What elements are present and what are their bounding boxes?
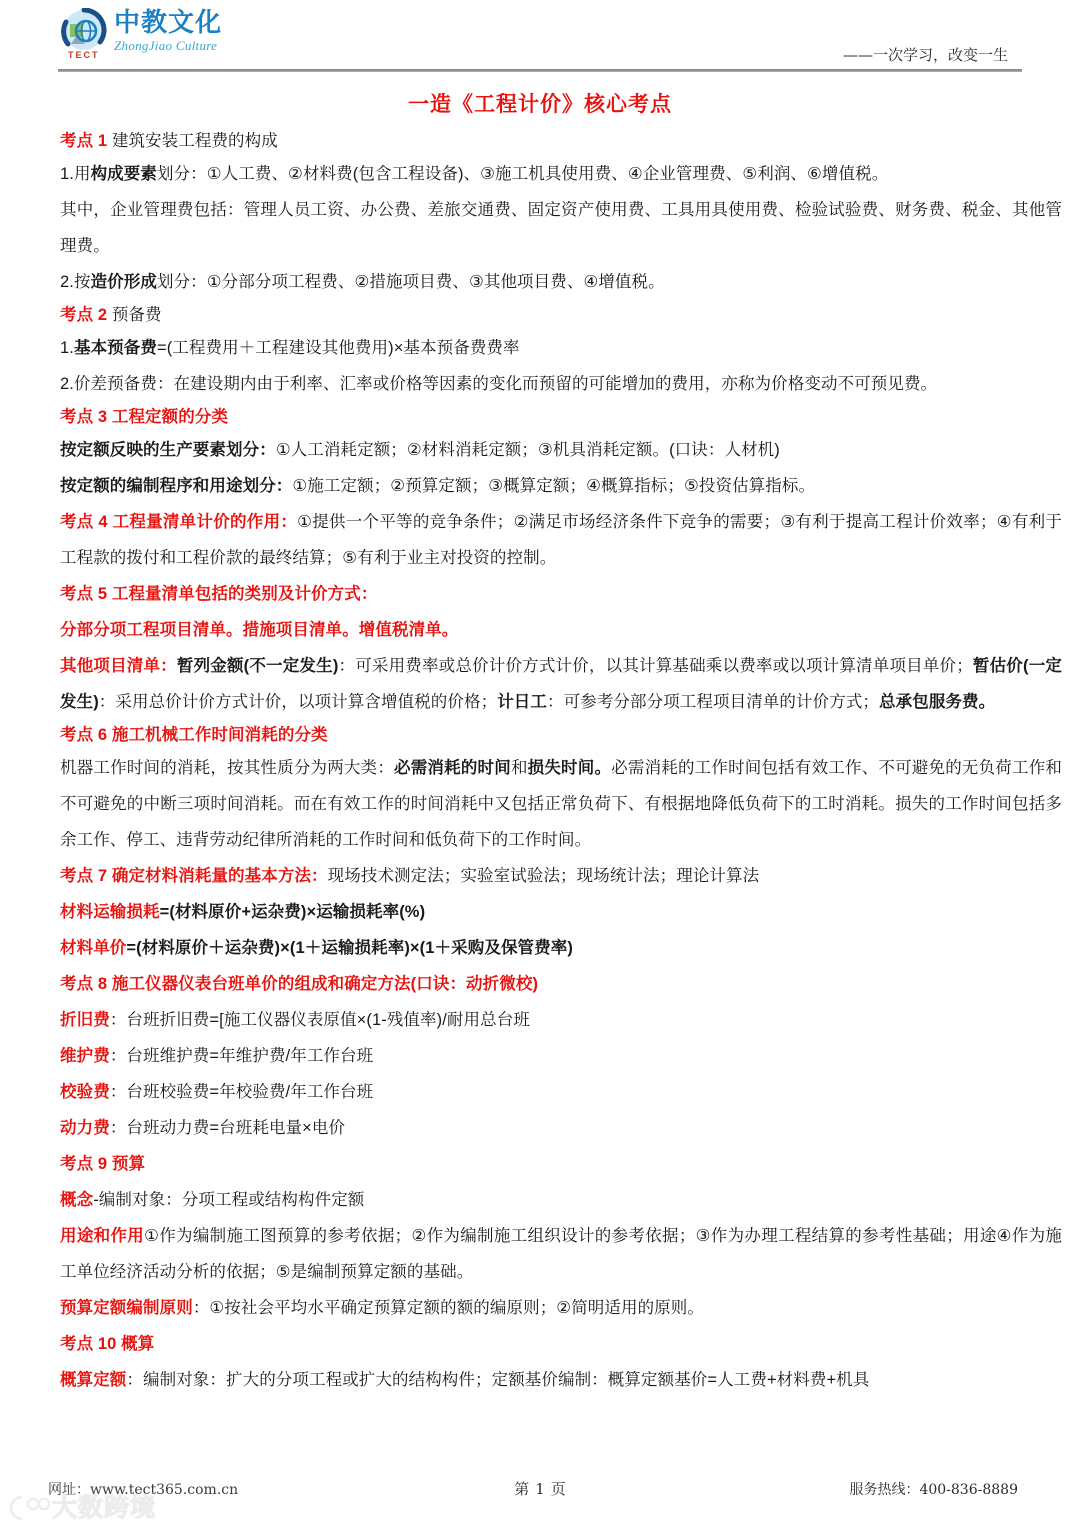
text-run: 维护费 bbox=[60, 1047, 110, 1065]
text-run: ：①按社会平均水平确定预算定额的额的编原则；②简明适用的原则。 bbox=[192, 1299, 704, 1317]
text-run: =(材料原价+运杂费)×运输损耗率(%) bbox=[159, 903, 426, 921]
text-run: 1.用 bbox=[60, 165, 91, 183]
text-run: 考点 10 概算 bbox=[60, 1335, 155, 1353]
body-paragraph bbox=[60, 1362, 1062, 1398]
body-paragraph bbox=[60, 1182, 1062, 1218]
text-run: 概念 bbox=[60, 1191, 94, 1209]
text-run: 校验费 bbox=[60, 1083, 110, 1101]
text-run: 现场技术测定法；实验室试验法；现场统计法；理论计算法 bbox=[327, 867, 760, 885]
text-run: 考点 7 确定材料消耗量的基本方法： bbox=[60, 867, 328, 885]
text-run: 材料运输损耗 bbox=[60, 903, 160, 921]
text-run: 按定额的编制程序和用途划分： bbox=[60, 477, 293, 495]
text-run: 考点 9 预算 bbox=[60, 1155, 146, 1173]
section-heading-label: 考点 1 bbox=[60, 132, 108, 150]
text-run: -编制对象：分项工程或结构构件定额 bbox=[93, 1191, 365, 1209]
text-run: ①人工消耗定额；②材料消耗定额；③机具消耗定额。(口诀：人材机) bbox=[275, 441, 780, 459]
body-paragraph bbox=[60, 1074, 1062, 1110]
body-paragraph bbox=[60, 1110, 1062, 1146]
text-run: ：编制对象：扩大的分项工程或扩大的结构构件；定额基价编制：概算定额基价=人工费+材料费+机具 bbox=[126, 1371, 870, 1389]
text-run: ：台班校验费=年校验费/年工作台班 bbox=[109, 1083, 374, 1101]
body-paragraph bbox=[60, 750, 1062, 858]
section-heading-text: 建筑安装工程费的构成 bbox=[107, 132, 278, 150]
body-paragraph bbox=[60, 966, 1062, 1002]
page-header bbox=[0, 0, 1080, 78]
body-paragraph bbox=[60, 1002, 1062, 1038]
text-run: ①施工定额；②预算定额；③概算定额；④概算指标；⑤投资估算指标。 bbox=[292, 477, 816, 495]
body-paragraph bbox=[60, 468, 1062, 504]
body-paragraph bbox=[60, 330, 1062, 366]
text-run: 其他项目清单： bbox=[60, 657, 177, 675]
text-run: 考点 5 工程量清单包括的类别及计价方式： bbox=[60, 585, 378, 603]
text-run: 必需消耗的工作时间包括有效工作、不可避免的无负荷工作和不可避免的中断三项时间消耗。而在有效工作的时间消耗中又包括正常负荷下、有根据地降低负荷下的工时消耗。损失的工作时间包括多余工作、停工、违背劳动纪律所消耗的工作时间和低负荷下的工作时间。 bbox=[60, 759, 1063, 849]
text-run: ：可采用费率或总价计价方式计价，以其计算基础乘以费率或以项计算清单项目单价； bbox=[338, 657, 973, 675]
body-paragraph bbox=[60, 1146, 1062, 1182]
brand-logo bbox=[58, 8, 222, 66]
body-paragraph bbox=[60, 156, 1062, 192]
text-run: 1. bbox=[60, 339, 74, 357]
body-paragraph bbox=[60, 576, 1062, 612]
text-run: ：台班折旧费=[施工仪器仪表原值×(1-残值率)/耐用总台班 bbox=[109, 1011, 530, 1029]
text-run: ：台班动力费=台班耗电量×电价 bbox=[109, 1119, 346, 1137]
watermark-text: 大数跨境 bbox=[52, 1493, 157, 1522]
footer-website-label: 网址： bbox=[48, 1482, 90, 1498]
body-paragraph bbox=[60, 1218, 1062, 1290]
body-paragraph bbox=[60, 612, 1062, 648]
footer-website-value: www.tect365.com.cn bbox=[90, 1482, 239, 1498]
text-run: 和 bbox=[510, 759, 528, 777]
text-run: 构成要素 bbox=[90, 165, 157, 183]
page-number: 1 bbox=[535, 1480, 545, 1498]
body-paragraph bbox=[60, 504, 1062, 576]
page-footer bbox=[0, 1463, 1080, 1511]
text-run: 其中，企业管理费包括：管理人员工资、办公费、差旅交通费、固定资产使用费、工具用具使用费、检验试验费、财务费、税金、其他管理费。 bbox=[60, 201, 1062, 255]
section-heading-text: 工程定额的分类 bbox=[107, 408, 229, 426]
text-run: 划分：①人工费、②材料费(包含工程设备)、③施工机具使用费、④企业管理费、⑤利润、⑥增值税。 bbox=[156, 165, 889, 183]
section-heading-label: 考点 6 bbox=[60, 726, 108, 744]
brand-name-cn: 中教文化 bbox=[114, 8, 223, 38]
text-run: 预算定额编制原则 bbox=[60, 1299, 193, 1317]
text-run: 考点 4 工程量清单计价的作用： bbox=[60, 513, 298, 531]
body-paragraph bbox=[60, 1038, 1062, 1074]
body-paragraph bbox=[60, 858, 1062, 894]
body-paragraph bbox=[60, 432, 1062, 468]
text-run: 计日工 bbox=[497, 693, 548, 711]
text-run: 暂列金额(不一定发生) bbox=[176, 657, 339, 675]
text-run: 分部分项工程项目清单。措施项目清单。增值税清单。 bbox=[60, 621, 459, 639]
page-title: 一造《工程计价》核心考点 bbox=[408, 92, 672, 116]
text-run: ：可参考分部分项工程项目清单的计价方式； bbox=[547, 693, 880, 711]
text-run: 划分：①分部分项工程费、②措施项目费、③其他项目费、④增值税。 bbox=[156, 273, 665, 291]
text-run: 用途和作用 bbox=[60, 1227, 145, 1245]
text-run: 必需消耗的时间 bbox=[394, 759, 511, 777]
text-run: 总承包服务费。 bbox=[879, 693, 996, 711]
section-heading bbox=[60, 720, 1062, 750]
text-run: =(工程费用＋工程建设其他费用)×基本预备费费率 bbox=[156, 339, 520, 357]
text-run: 暂估价(一定发生) bbox=[60, 657, 1062, 711]
text-run: 材料单价 bbox=[60, 939, 127, 957]
text-run: 2.按 bbox=[60, 273, 91, 291]
text-run: ：台班维护费=年维护费/年工作台班 bbox=[109, 1047, 374, 1065]
text-run: 基本预备费 bbox=[73, 339, 157, 357]
logo-abbrev: TECT bbox=[68, 50, 100, 60]
text-run: 考点 8 施工仪器仪表台班单价的组成和确定方法(口诀：动折微校) bbox=[60, 975, 539, 993]
text-run: 动力费 bbox=[60, 1119, 110, 1137]
body-paragraph bbox=[60, 264, 1062, 300]
header-divider bbox=[58, 69, 1022, 72]
body-paragraph bbox=[60, 1290, 1062, 1326]
section-heading-label: 考点 3 bbox=[60, 408, 108, 426]
text-run: 按定额反映的生产要素划分： bbox=[60, 441, 276, 459]
globe-logo-icon bbox=[58, 8, 110, 60]
document-body bbox=[0, 126, 1080, 1398]
section-heading-label: 考点 2 bbox=[60, 306, 108, 324]
page-suffix: 页 bbox=[550, 1480, 566, 1498]
section-heading bbox=[60, 402, 1062, 432]
text-run: 折旧费 bbox=[60, 1011, 110, 1029]
text-run: ①作为编制施工图预算的参考依据；②作为编制施工组织设计的参考依据；③作为办理工程结算的参考性基础；用途④作为施工单位经济活动分析的依据；⑤是编制预算定额的基础。 bbox=[60, 1227, 1063, 1281]
body-paragraph bbox=[60, 930, 1062, 966]
text-run: 损失时间。 bbox=[527, 759, 612, 777]
body-paragraph bbox=[60, 648, 1062, 720]
text-run: 2.价差预备费：在建设期内由于利率、汇率或价格等因素的变化而预留的可能增加的费用，亦称为价格变动不可预见费。 bbox=[60, 375, 938, 393]
section-heading-text: 预备费 bbox=[107, 306, 162, 324]
text-run: 造价形成 bbox=[90, 273, 157, 291]
text-run: 概算定额 bbox=[60, 1371, 127, 1389]
section-heading-text: 施工机械工作时间消耗的分类 bbox=[107, 726, 328, 744]
page-prefix: 第 bbox=[514, 1480, 530, 1498]
text-run: ①提供一个平等的竞争条件；②满足市场经济条件下竞争的需要；③有利于提高工程计价效率；④有利于工程款的拨付和工程价款的最终结算；⑤有利于业主对投资的控制。 bbox=[60, 513, 1062, 567]
text-run: 机器工作时间的消耗，按其性质分为两大类： bbox=[60, 759, 395, 777]
body-paragraph bbox=[60, 192, 1062, 264]
brand-name-en: ZhongJiao Culture bbox=[114, 38, 218, 53]
text-run: =(材料原价＋运杂费)×(1＋运输损耗率)×(1＋采购及保管费率) bbox=[126, 939, 573, 957]
body-paragraph bbox=[60, 366, 1062, 402]
body-paragraph bbox=[60, 894, 1062, 930]
brand-wordmark bbox=[114, 8, 222, 53]
section-heading bbox=[60, 300, 1062, 330]
body-paragraph bbox=[60, 1326, 1062, 1362]
text-run: ：采用总价计价方式计价，以项计算含增值税的价格； bbox=[98, 693, 498, 711]
section-heading bbox=[60, 126, 1062, 156]
footer-hotline: 服务热线：400-836-8889 bbox=[849, 1482, 1018, 1498]
header-slogan: ——一次学习，改变一生 bbox=[842, 46, 1008, 64]
